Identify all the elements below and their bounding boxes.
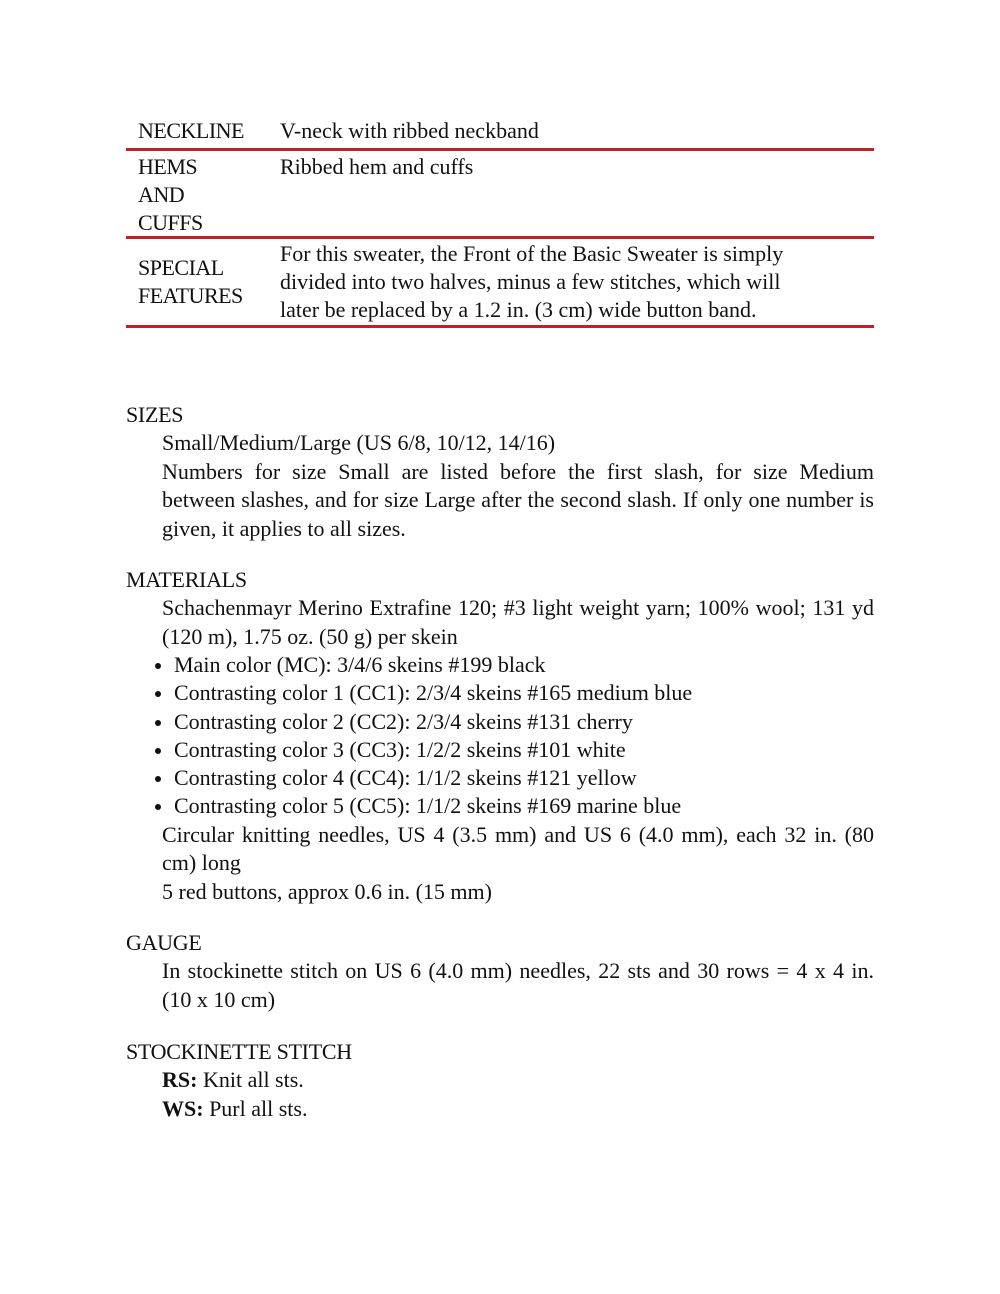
spec-label: [126, 254, 278, 310]
color-list: [126, 651, 874, 821]
bullet-icon: [155, 663, 161, 669]
list-item-text: Contrasting color 4 (CC4): 1/1/2 skeins #121 yellow: [174, 765, 637, 791]
bullet-icon: [155, 691, 161, 697]
spec-value: [278, 240, 874, 324]
spec-row-special-features: [126, 239, 874, 328]
spec-label-line: FEATURES: [138, 283, 243, 308]
list-item: [126, 736, 874, 764]
list-item: [126, 651, 874, 679]
list-item-text: Contrasting color 3 (CC3): 1/2/2 skeins #101 white: [174, 736, 626, 762]
list-item: [126, 792, 874, 820]
list-item: [126, 679, 874, 707]
list-item-text: Contrasting color 5 (CC5): 1/1/2 skeins #169 marine blue: [174, 793, 682, 819]
needles-description: Circular knitting needles, US 4 (3.5 mm) and US 6 (4.0 mm), each 32 in. (80 cm) long: [162, 821, 874, 876]
sizes-section: [126, 401, 874, 543]
spec-table: [126, 115, 874, 328]
ws-label: WS:: [162, 1095, 204, 1121]
rs-text: Knit all sts.: [197, 1067, 304, 1092]
rs-label: RS:: [162, 1067, 198, 1092]
stockinette-section: [126, 1038, 874, 1123]
sizes-paragraph: Numbers for size Small are listed before the first slash, for size Medium between slashes, and for size Large after the second slash. If only one number is given, it applies to all sizes.: [162, 458, 874, 541]
list-item: [126, 764, 874, 792]
spec-value: V-neck with ribbed neckband: [280, 118, 539, 143]
list-item-text: Contrasting color 2 (CC2): 2/3/4 skeins #131 cherry: [174, 708, 633, 734]
spec-label-line: AND: [138, 182, 185, 207]
yarn-description: Schachenmayr Merino Extrafine 120; #3 light weight yarn; 100% wool; 131 yd (120 m), 1.75 oz. (50 g) per skein: [162, 595, 874, 649]
section-title: SIZES: [126, 402, 184, 427]
gauge-section: [126, 929, 874, 1014]
materials-section: [126, 566, 874, 906]
bullet-icon: [155, 720, 161, 726]
ws-text: Purl all sts.: [203, 1095, 308, 1121]
buttons-description: 5 red buttons, approx 0.6 in. (15 mm): [162, 878, 492, 904]
spec-label: NECKLINE: [138, 118, 244, 143]
bullet-icon: [155, 776, 161, 782]
section-title: MATERIALS: [126, 567, 247, 592]
spec-label-line: HEMS: [138, 154, 198, 179]
rs-instruction: [126, 1066, 874, 1095]
gauge-text: In stockinette stitch on US 6 (4.0 mm) needles, 22 sts and 30 rows = 4 x 4 in. (10 x 10 cm): [162, 958, 874, 1012]
sizes-line: Small/Medium/Large (US 6/8, 10/12, 14/16): [162, 430, 556, 455]
spec-row-hems-and-cuffs: [126, 151, 874, 239]
section-title: GAUGE: [126, 930, 202, 955]
spec-label: [126, 151, 278, 236]
bullet-icon: [155, 804, 161, 810]
list-item-text: Contrasting color 1 (CC1): 2/3/4 skeins #165 medium blue: [174, 680, 693, 706]
spec-value: Ribbed hem and cuffs: [280, 154, 474, 179]
spec-label-line: SPECIAL: [138, 255, 224, 280]
list-item-text: Main color (MC): 3/4/6 skeins #199 black: [174, 652, 546, 677]
bullet-icon: [155, 748, 161, 754]
spec-value-line: divided into two halves, minus a few stitches, which will: [280, 269, 781, 294]
list-item: [126, 708, 874, 736]
section-title: STOCKINETTE STITCH: [126, 1039, 352, 1064]
ws-instruction: [126, 1095, 874, 1124]
spec-label-line: CUFFS: [138, 210, 203, 235]
spec-row-neckline: [126, 115, 874, 151]
spec-value-line: For this sweater, the Front of the Basic Sweater is simply: [280, 241, 784, 266]
spec-value-line: later be replaced by a 1.2 in. (3 cm) wide button band.: [280, 297, 757, 322]
